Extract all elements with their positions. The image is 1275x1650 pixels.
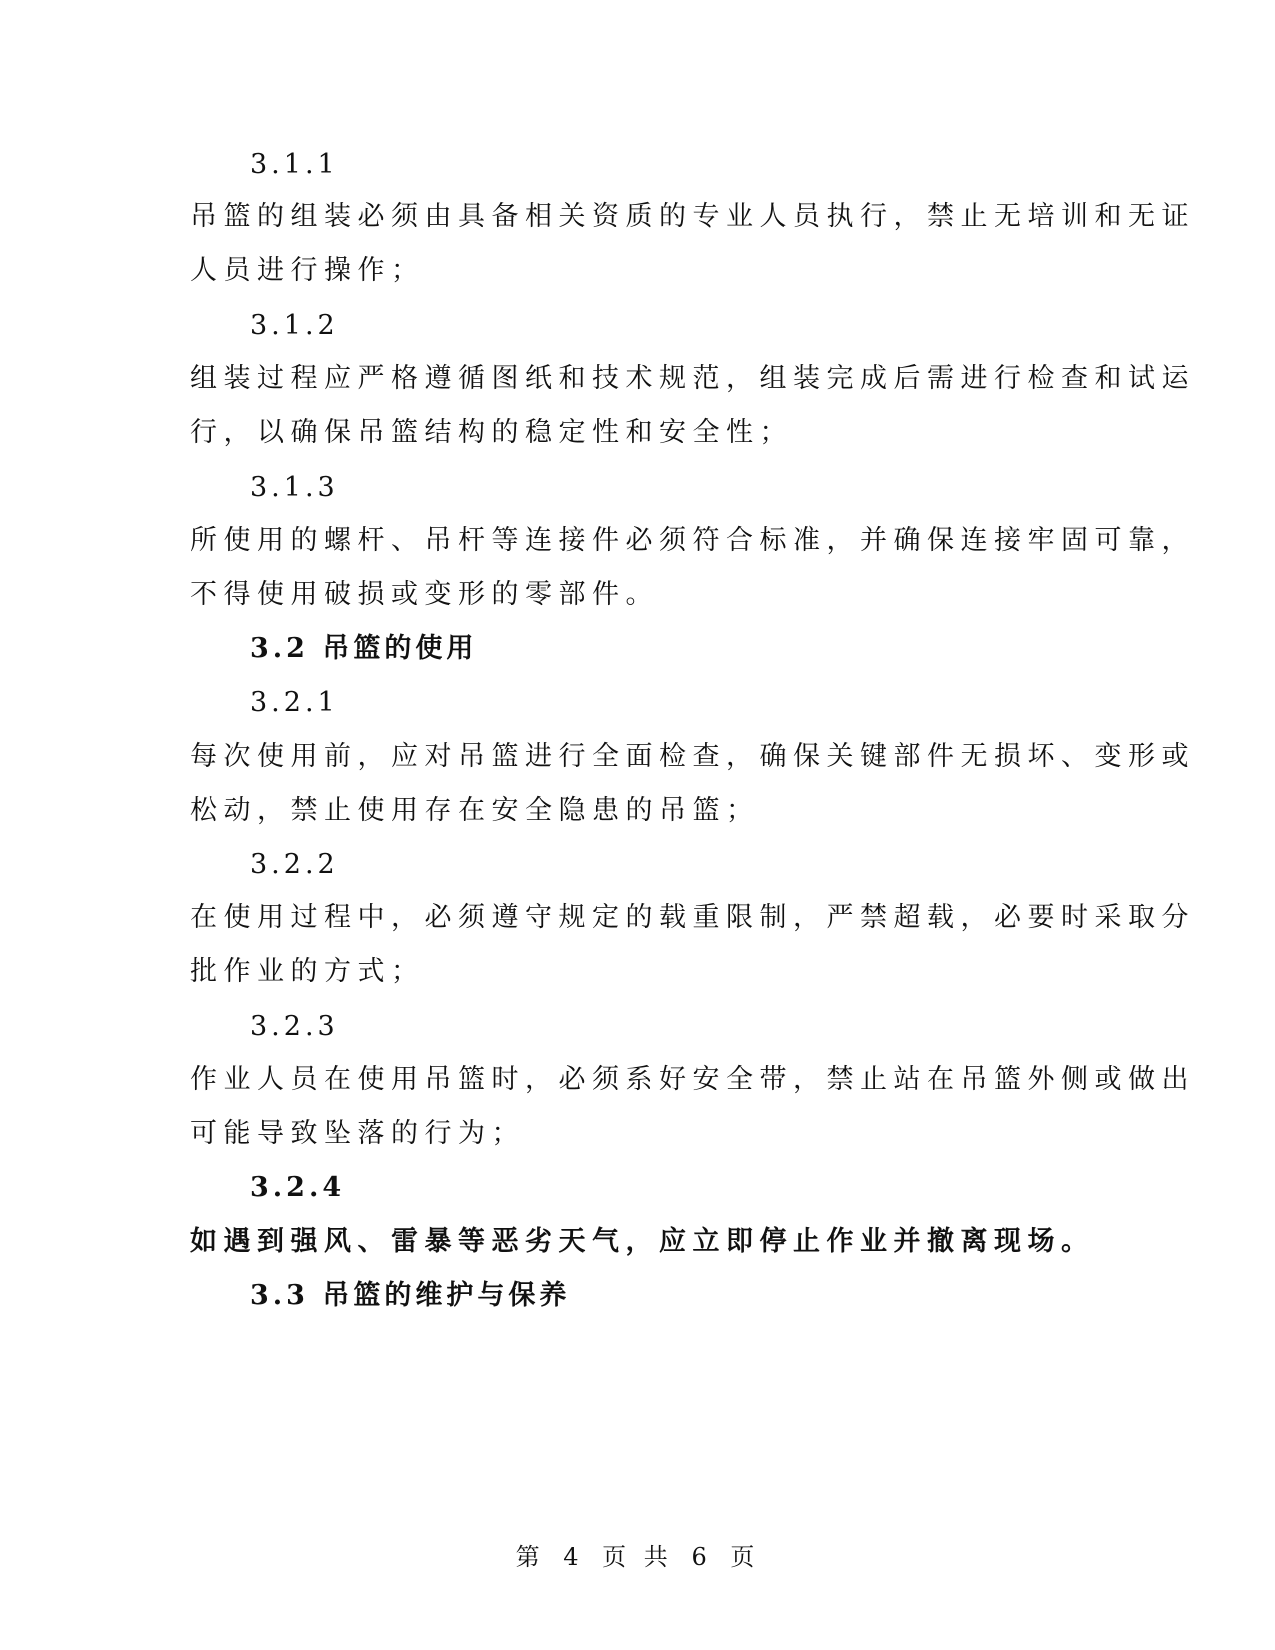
footer-page-number: 4 xyxy=(563,1543,584,1571)
footer-middle: 页 共 xyxy=(602,1543,673,1571)
paragraph-line: 可能导致坠落的行为； xyxy=(190,1118,525,1149)
clause-number: 3.2.2 xyxy=(250,849,339,880)
page-footer xyxy=(0,1537,1275,1572)
clause-number: 3.2.3 xyxy=(250,1011,339,1042)
paragraph-line: 松动，禁止使用存在安全隐患的吊篮； xyxy=(190,795,760,826)
paragraph-line: 行，以确保吊篮结构的稳定性和安全性； xyxy=(190,417,793,448)
paragraph-line: 批作业的方式； xyxy=(190,956,425,987)
paragraph-line: 作业人员在使用吊篮时，必须系好安全带，禁止站在吊篮外侧或做出 xyxy=(190,1064,1195,1095)
clause-number: 3.2.1 xyxy=(250,687,339,718)
paragraph-line: 每次使用前，应对吊篮进行全面检查，确保关键部件无损坏、变形或 xyxy=(190,741,1195,772)
footer-prefix: 第 xyxy=(515,1543,545,1571)
section-heading: 3.3 吊篮的维护与保养 xyxy=(250,1280,571,1311)
paragraph-line: 所使用的螺杆、吊杆等连接件必须符合标准，并确保连接牢固可靠， xyxy=(190,525,1195,556)
clause-number: 3.1.3 xyxy=(250,472,339,503)
footer-suffix: 页 xyxy=(730,1543,760,1571)
paragraph-line: 在使用过程中，必须遵守规定的载重限制，严禁超载，必要时采取分 xyxy=(190,902,1195,933)
clause-number: 3.2.4 xyxy=(250,1172,346,1203)
clause-number: 3.1.2 xyxy=(250,310,339,341)
paragraph-line: 吊篮的组装必须由具备相关资质的专业人员执行，禁止无培训和无证 xyxy=(190,201,1195,232)
paragraph-line: 如遇到强风、雷暴等恶劣天气，应立即停止作业并撤离现场。 xyxy=(190,1226,1095,1257)
paragraph-line: 组装过程应严格遵循图纸和技术规范，组装完成后需进行检查和试运 xyxy=(190,363,1195,394)
section-heading: 3.2 吊篮的使用 xyxy=(250,633,478,664)
footer-total-pages: 6 xyxy=(691,1543,712,1571)
paragraph-line: 人员进行操作； xyxy=(190,255,425,286)
paragraph-line: 不得使用破损或变形的零部件。 xyxy=(190,579,659,610)
clause-number: 3.1.1 xyxy=(250,149,339,180)
